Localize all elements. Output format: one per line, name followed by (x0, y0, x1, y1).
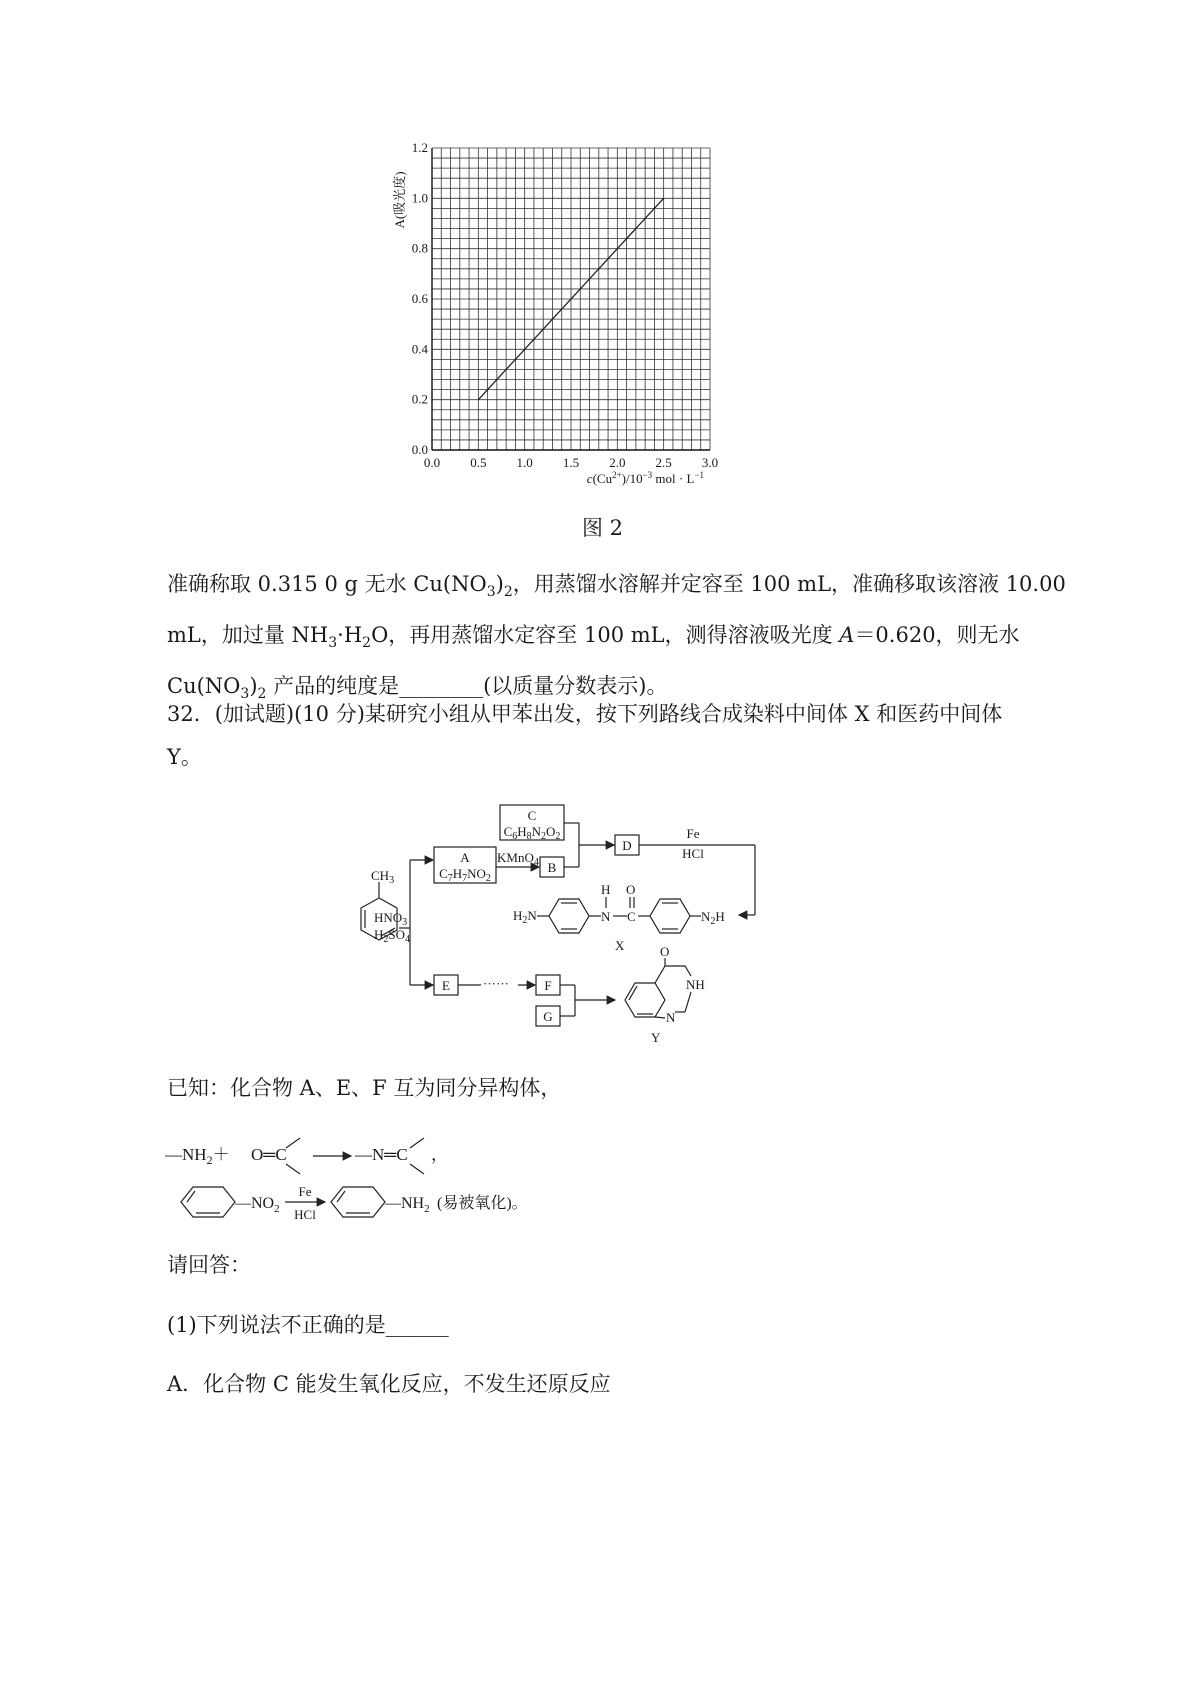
known-reactions (165, 1130, 615, 1225)
synthesis-scheme (335, 790, 785, 1050)
subscript: 2 (257, 686, 267, 702)
y-tick-label: 0.6 (411, 291, 428, 306)
y-tick-label: 0.0 (411, 442, 428, 457)
known-statement: 已知：化合物 A、E、F 互为同分异构体， (167, 1076, 562, 1100)
x-o: O (626, 882, 636, 897)
subscript: 2 (362, 635, 372, 651)
rxn2-no2: $—NO_2$ (235, 1195, 280, 1215)
y-o: O (660, 944, 670, 959)
x-tick-label: 3.0 (701, 455, 719, 470)
rxn1-amine: $—NH_2+$ (165, 1145, 230, 1167)
subscript: 3 (486, 584, 496, 600)
x-n2h: $N_2H$ (701, 909, 725, 927)
fe-label: Fe (686, 826, 700, 841)
y-tick-label: 1.0 (411, 190, 428, 206)
x-c: C (627, 909, 636, 924)
text-segment: ，用蒸馏水溶解并定容至 100 mL，准确移取该溶液 10.00 (512, 572, 1066, 596)
y-tick-label: 0.2 (411, 391, 428, 407)
chart-xlabel: $c(Cu^{2+})/10^{-3}$ mol · $L^{-1}$ (586, 470, 704, 486)
subscript: 3 (328, 635, 338, 651)
subscript: 3 (240, 686, 250, 702)
option-a: A．化合物 C 能发生氧化反应，不发生还原反应 (167, 1372, 611, 1396)
h2so4-label: $H_2SO_4$ (374, 927, 411, 945)
formula-a: $C_7H_7NO_2$ (439, 866, 491, 884)
box-e-label: E (442, 978, 450, 993)
text-segment: ) (249, 674, 258, 698)
y-tick-label: 0.4 (411, 341, 428, 357)
text-segment: mL，加过量 NH (167, 623, 329, 647)
ch3-label: $CH_3$ (371, 868, 395, 886)
chart-ylabel: A(吸光度) (392, 171, 407, 229)
text-segment: ) (495, 572, 504, 596)
answer-prompt: 请回答： (167, 1253, 251, 1277)
box-g-label: G (543, 1009, 553, 1024)
x-tick-label: 0.5 (470, 455, 487, 470)
text-segment: 准确称取 0.315 0 g 无水 Cu(NO (167, 572, 487, 596)
question-32-line1: 32．(加试题)(10 分)某研究小组从甲苯出发，按下列路线合成染料中间体 X 和医药中间体 (167, 702, 1003, 726)
x-tick-label: 1.5 (562, 455, 580, 470)
aniline-structure (331, 1187, 385, 1217)
box-a-label: A (460, 850, 470, 865)
dots: ······ (483, 976, 509, 991)
question-32-line2: Y。 (167, 745, 202, 769)
hno3-label: $HNO_3$ (374, 910, 408, 928)
text-segment: ·H (337, 623, 363, 647)
y-tick-label: 1.2 (411, 140, 428, 155)
x-label: X (615, 938, 625, 953)
box-d-label: D (622, 838, 632, 853)
paragraph-line (167, 563, 1066, 614)
compound-y-structure (625, 944, 705, 1045)
box-f-label: F (544, 978, 552, 993)
x-h2n: $H_2N$ (513, 908, 537, 926)
y-nh: NH (686, 977, 705, 992)
x-tick-label: 1.0 (516, 455, 533, 470)
x-tick-label: 2.5 (655, 455, 672, 470)
x-h: H (601, 882, 611, 897)
text-segment: Cu(NO (167, 674, 241, 698)
y-label: Y (651, 1030, 661, 1045)
question-32 (167, 693, 1002, 779)
rxn1-imine: —N═C (355, 1145, 408, 1164)
text-segment: O，再用蒸馏水定容至 100 mL，测得溶液吸光度 (371, 623, 840, 647)
formula-c: $C_6H_8N_2O_2$ (503, 824, 561, 842)
x-tick-label: 0.0 (423, 455, 441, 470)
paragraph-line (167, 614, 1066, 665)
box-b-label: B (547, 860, 557, 875)
y-tick-label: 0.8 (411, 240, 428, 256)
sub-question-1: (1)下列说法不正确的是______ (167, 1313, 449, 1337)
compound-x-structure (513, 882, 725, 953)
rxn1-comma: ， (431, 1145, 448, 1164)
hcl-label: HCl (682, 846, 704, 861)
rxn2-note: (易被氧化)。 (437, 1195, 528, 1212)
nitrobenzene-structure (181, 1187, 235, 1217)
box-c-label: C (527, 808, 537, 823)
y-n: N (666, 1010, 676, 1025)
text-italic: A (839, 623, 855, 647)
absorbance-chart (380, 140, 800, 540)
x-n: N (601, 909, 611, 924)
kmno4-label: KMnO$_4$ (497, 850, 539, 868)
rxn1-carbonyl: O═C (251, 1145, 287, 1164)
rxn2-hcl: HCl (294, 1207, 316, 1222)
x-tick-label: 2.0 (609, 455, 626, 470)
rxn2-fe: Fe (298, 1184, 312, 1199)
figure-caption: 图 2 (582, 516, 624, 540)
rxn2-nh2: $—NH_2$ (385, 1195, 430, 1215)
subscript: 2 (503, 584, 513, 600)
text-segment: 产品的纯度是________(以质量分数表示)。 (266, 674, 668, 698)
text-segment: ＝0.620，则无水 (854, 623, 1020, 647)
